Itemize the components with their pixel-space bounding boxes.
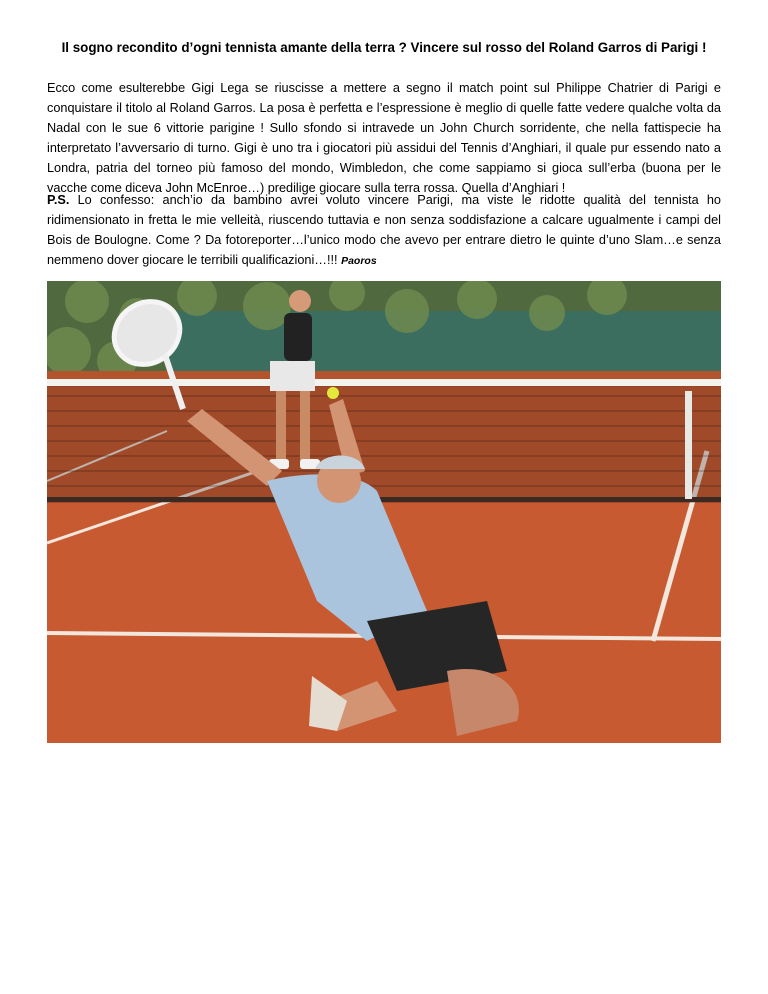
tennis-celebration-photo <box>47 281 721 743</box>
ps-text: Lo confesso: anch’io da bambino avrei voluto vincere Parigi, ma viste le ridotte qualità del tennista ho ridimensionato in fretta le mie velleità, riuscendo tuttavia e non senza soddisfazione a calcare ugualmente i campi del Bois de Boulogne. Come ? Da fotoreporter…l’unico modo che avevo per entrare dietro le quinte d’uno Slam…e senza nemmeno dover giocare le terribili qualificazioni…!!! <box>47 193 721 267</box>
tennis-net <box>47 379 721 503</box>
tennis-ball <box>327 387 339 399</box>
ps-paragraph <box>47 190 721 271</box>
article-title: Il sogno recondito d’ogni tennista amante della terra ? Vincere sul rosso del Roland Garros di Parigi ! <box>61 40 707 55</box>
ps-label: P.S. <box>47 193 70 207</box>
article-paragraph: Ecco come esulterebbe Gigi Lega se riuscisse a mettere a segno il match point sul Philippe Chatrier di Parigi e conquistare il titolo al Roland Garros. La posa è perfetta e l’espressione è meglio di quelle fatte vedere qualche volta da Nadal con le sue 6 vittorie parigine ! Sullo sfondo si intravede un John Church sorridente, che nella fattispecie ha interpretato l’avversario di turno. Gigi è uno tra i giocatori più assidui del Tennis d’Anghiari, il quale pur essendo nato a Londra, patria del torneo più famoso del mondo, Wimbledon, che come sappiamo si gioca sull’erba (buona per le vacche come diceva John McEnroe…) predilige giocare sulla terra rossa. Quella d’Anghiari ! <box>47 81 721 195</box>
signature: Paoros <box>341 255 377 267</box>
